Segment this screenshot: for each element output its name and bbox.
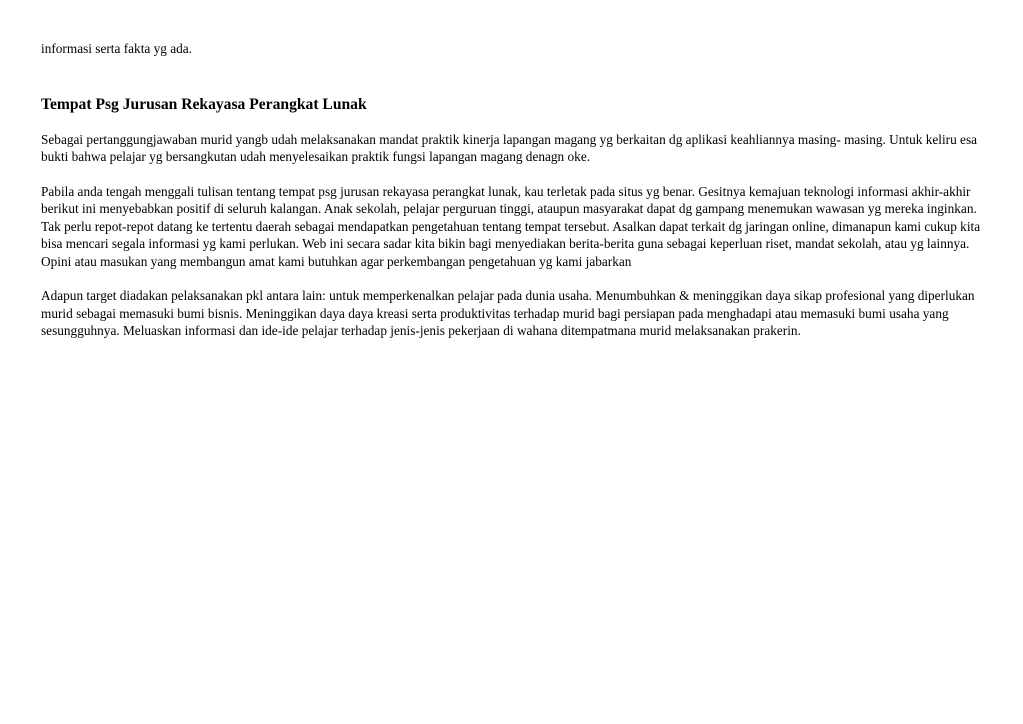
intro-text: informasi serta fakta yg ada. [41, 41, 193, 56]
paragraph-1: Sebagai pertanggungjawaban murid yangb udah melaksanakan mandat praktik kinerja lapangan magang yg berkaitan dg aplikasi keahliannya masing- masing. Untuk keliru esa bukti bahwa pelajar yg bersangkutan udah menyelesaikan praktik fungsi lapangan magang denagn oke. [41, 131, 978, 164]
paragraph-2: Pabila anda tengah menggali tulisan tentang tempat psg jurusan rekayasa perangkat lunak, kau terletak pada situs yg benar. Gesitnya kemajuan teknologi informasi akhir-akhir berikut ini menyebabkan positif di seluruh kalangan. Anak sekolah, pelajar perguruan tinggi, ataupun masyarakat dapat dg gampang menemukan wawasan yg mereka inginkan. Tak perlu repot-repot datang ke tertentu daerah sebagai mendapatkan pengetahuan tentang tempat tersebut. Asalkan dapat terkait dg jaringan online, dimanapun kami cukup kita bisa mencari segala informasi yg kami perlukan. Web ini secara sadar kita bikin bagi menyediakan berita-berita guna sebagai keperluan riset, mandat sekolah, atau yg lainnya. Opini atau masukan yang membangun amat kami butuhkan agar perkembangan pengetahuan yg kami jabarkan [41, 183, 981, 269]
document-page [41, 40, 981, 357]
section-heading: Tempat Psg Jurusan Rekayasa Perangkat Lunak [41, 95, 367, 113]
paragraph-3: Adapun target diadakan pelaksanakan pkl antara lain: untuk memperkenalkan pelajar pada dunia usaha. Menumbuhkan & meninggikan daya sikap profesional yang diperlukan murid sebagai memasuki bumi bisnis. Meninggikan daya daya kreasi serta produktivitas terhadap murid bagi persiapan pada menghadapi atau memasuki bumi usaha yang sesungguhnya. Meluaskan informasi dan ide-ide pelajar terhadap jenis-jenis pekerjaan di wahana ditempatmana murid melaksanakan prakerin. [41, 288, 975, 338]
